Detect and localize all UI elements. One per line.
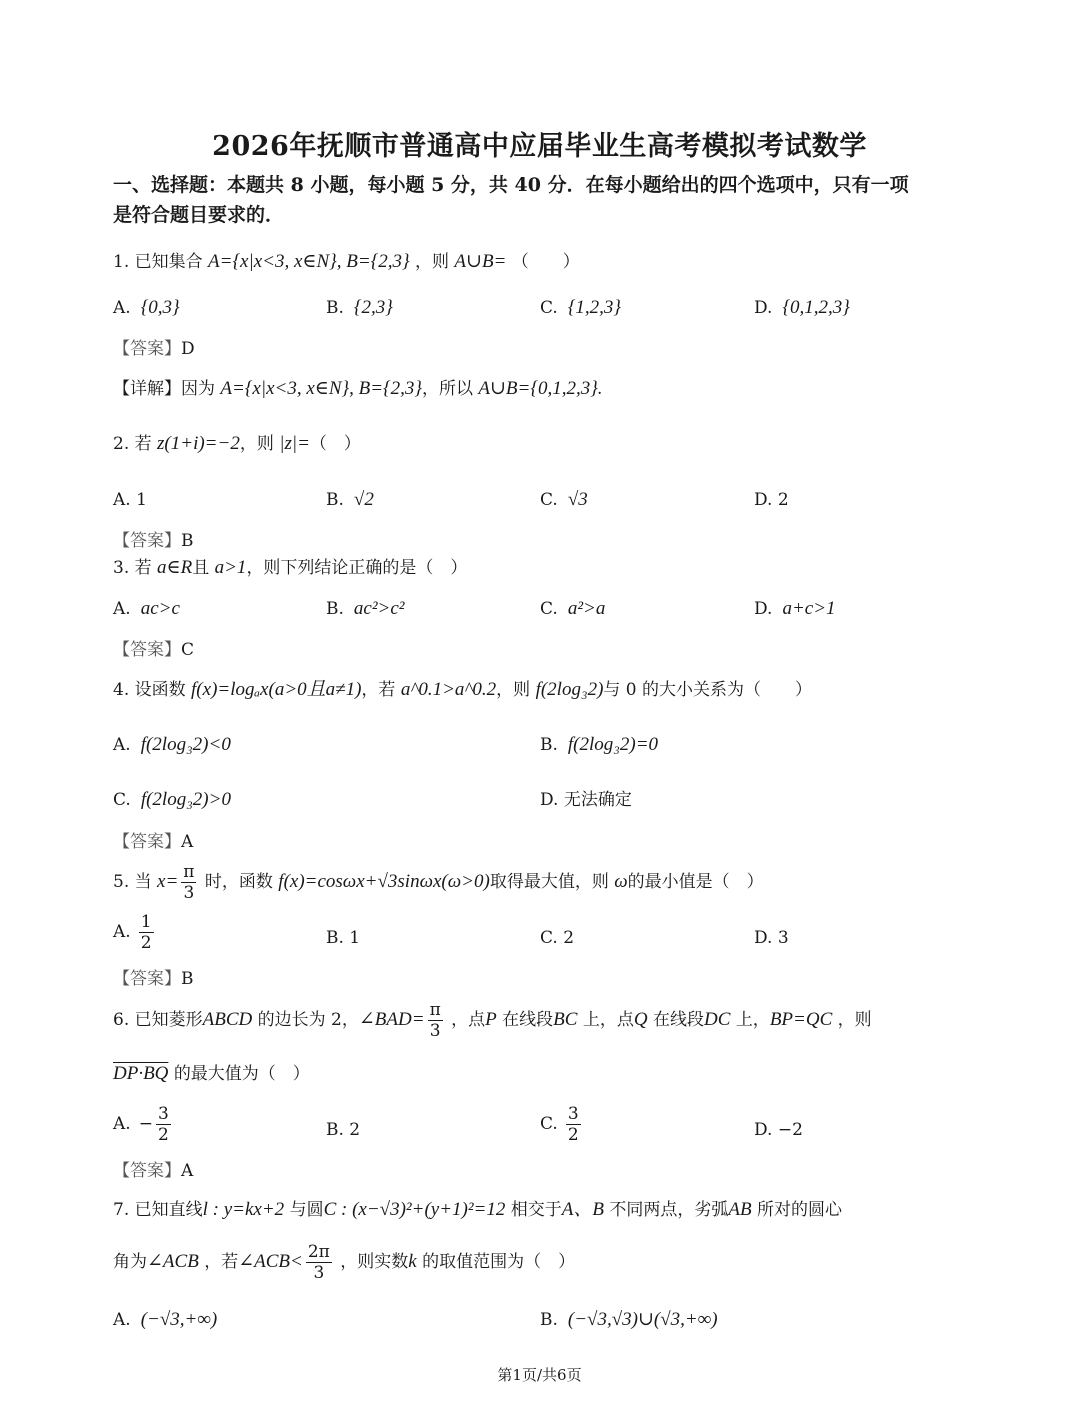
- question-7-stem: 7. 已知直线l : y=kx+2 与圆C : (x−√3)²+(y+1)²=12 相交于A、B 不同两点，劣弧AB 所对的圆心: [113, 1199, 843, 1220]
- section-header-line1: 一、选择题：本题共 8 小题，每小题 5 分，共 40 分．在每小题给出的四个选项中，只有一项: [113, 174, 909, 196]
- question-3-option-a: A. ac>c: [113, 598, 180, 619]
- question-3-stem: 3. 若 a∈R且 a>1，则下列结论正确的是（ ）: [113, 557, 468, 578]
- question-1-option-c: C. {1,2,3}: [540, 297, 622, 318]
- question-5-option-a: A. $\frac{1}{2}$: [113, 912, 152, 953]
- question-7-option-b: B. (−√3,√3)∪(√3,+∞): [540, 1309, 718, 1330]
- question-2-option-d: D. 2: [754, 490, 789, 510]
- question-6-option-c: C. $\frac{3}{2}$: [540, 1104, 579, 1145]
- question-1-option-d: D. {0,1,2,3}: [754, 297, 850, 318]
- question-6-option-a: A. − $\frac{3}{2}$: [113, 1104, 169, 1145]
- question-4-option-a: A. f(2log₃2)<0: [113, 734, 231, 755]
- question-4-option-c: C. f(2log₃2)>0: [113, 789, 231, 810]
- question-6-option-b: B. 2: [326, 1120, 361, 1140]
- question-5-answer: 【答案】B: [113, 969, 194, 989]
- question-2-option-b: B. √2: [326, 489, 374, 510]
- question-4-option-b: B. f(2log₃2)=0: [540, 734, 659, 755]
- question-1-detail: 【详解】因为 A={x|x<3, x∈N}, B={2,3}，所以 A∪B={0,1,2,3}.: [113, 378, 603, 399]
- question-3-option-c: C. a²>a: [540, 598, 606, 619]
- question-6-stem-line2: DP·BQ 的最大值为（ ）: [113, 1063, 310, 1084]
- question-5-option-c: C. 2: [540, 928, 575, 948]
- question-1-option-a: A. {0,3}: [113, 297, 180, 318]
- q6-vector-product: DP·BQ: [113, 1063, 169, 1084]
- q1-set-a-definition: A={x|x<3, x∈N}, B={2,3}: [208, 251, 410, 272]
- question-6-stem: 6. 已知菱形ABCD 的边长为 2，∠BAD= $\frac{\pi}{3}$ ，点P 在线段BC 上，点Q 在线段DC 上，BP=QC ，则: [113, 1000, 872, 1041]
- question-6-answer: 【答案】A: [113, 1161, 194, 1181]
- question-5-option-b: B. 1: [326, 928, 361, 948]
- question-4-stem: 4. 设函数 f(x)=logₐx(a>0且a≠1)，若 a^0.1>a^0.2，则 f(2log₃2)与 0 的大小关系为（ ）: [113, 679, 813, 700]
- question-4-answer: 【答案】A: [113, 832, 194, 852]
- question-5-option-d: D. 3: [754, 928, 789, 948]
- question-2-answer: 【答案】B: [113, 531, 194, 551]
- q5-fraction: $\frac{\pi}{3}$: [183, 862, 195, 903]
- question-1-option-b: B. {2,3}: [326, 297, 393, 318]
- question-3-option-d: D. a+c>1: [754, 598, 836, 619]
- section-header: [113, 170, 973, 230]
- question-2-option-c: C. √3: [540, 489, 588, 510]
- question-7-option-a: A. (−√3,+∞): [113, 1309, 218, 1330]
- question-5-stem: 5. 当 x= $\frac{\pi}{3}$ 时，函数 f(x)=cosωx+√3sinωx(ω>0)取得最大值，则 ω的最小值是（ ）: [113, 862, 764, 903]
- question-6-option-d: D. −2: [754, 1120, 803, 1140]
- question-1-answer: 【答案】D: [113, 339, 195, 359]
- page-footer: 第1页/共6页: [497, 1366, 582, 1384]
- question-3-option-b: B. ac²>c²: [326, 598, 405, 619]
- exam-title: 2026年抚顺市普通高中应届毕业生高考模拟考试数学: [212, 131, 867, 162]
- question-2-option-a: A. 1: [113, 490, 147, 510]
- section-header-line2: 是符合题目要求的．: [113, 204, 285, 226]
- question-4-option-d: D. 无法确定: [540, 790, 632, 810]
- question-3-answer: 【答案】C: [113, 640, 195, 660]
- question-1-stem: 1. 已知集合 A={x|x<3, x∈N}, B={2,3} ，则 A∪B= （ ）: [113, 251, 580, 272]
- question-7-stem-line2: 角为∠ACB ，若∠ACB< $\frac{2\pi}{3}$ ，则实数k 的取值范围为（ ）: [113, 1242, 576, 1283]
- question-2-stem: 2. 若 z(1+i)=−2，则 |z|=（ ）: [113, 433, 361, 454]
